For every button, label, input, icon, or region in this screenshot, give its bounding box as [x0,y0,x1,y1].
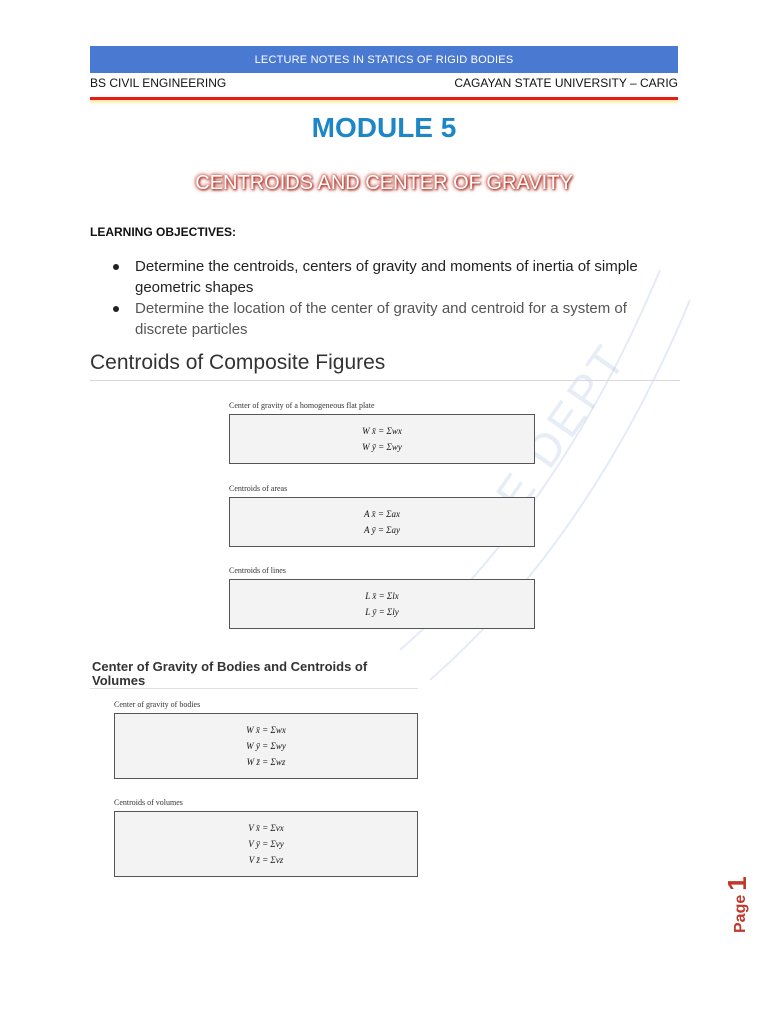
equation: W z̄ = Σwz [246,757,286,767]
equation: L ȳ = Σly [365,607,399,617]
document-subheader [90,76,678,92]
bullet-icon [113,306,119,312]
formula-panel [229,566,535,629]
equation: V x̄ = Σvx [248,823,284,833]
formula-caption: Centroids of areas [229,484,288,493]
formula-box [114,713,418,779]
formula-caption: Center of gravity of a homogeneous flat plate [229,401,375,410]
banner-title: LECTURE NOTES IN STATICS OF RIGID BODIES [254,53,514,66]
page-number-label [710,863,750,933]
formula-caption: Centroids of lines [229,566,286,575]
bullet-icon [113,264,119,270]
equation: W ȳ = Σwy [362,442,402,452]
objective-item [110,256,680,298]
formula-panel [229,484,535,547]
bodies-heading: Center of Gravity of Bodies and Centroids of Volumes [92,659,368,688]
equation: W x̄ = Σwx [246,725,286,735]
formula-panel [114,700,418,779]
page-number: 1 [722,876,752,891]
formula-box [229,579,535,629]
page-word: Page [732,894,749,933]
formula-panel [229,401,535,464]
objective-text: Determine the centroids, centers of gravity and moments of inertia of simple geometric shapes [135,258,638,296]
equation: V z̄ = Σvz [248,855,284,865]
equation: A x̄ = Σax [364,509,400,519]
equation: W x̄ = Σwx [362,426,402,436]
chapter-title: CENTROIDS AND CENTER OF GRAVITY [195,172,573,194]
header-divider [90,97,678,100]
objective-text: Determine the location of the center of gravity and centroid for a system of discrete particles [135,300,627,338]
learning-objectives-label: LEARNING OBJECTIVES: [90,225,237,239]
section-divider [90,380,680,381]
section-heading: Centroids of Composite Figures [90,351,386,374]
formula-box [114,811,418,877]
formula-caption: Center of gravity of bodies [114,700,201,709]
module-title: MODULE 5 [311,112,457,143]
equation: A ȳ = Σay [364,525,400,535]
objectives-list [110,256,680,340]
university-label: CAGAYAN STATE UNIVERSITY – CARIG [454,76,678,90]
lecture-notes-banner [90,46,678,73]
equation: V ȳ = Σvy [248,839,284,849]
formula-panel [114,798,418,877]
formula-box [229,414,535,464]
watermark-text: CE DEPT [463,333,637,550]
equation: L x̄ = Σlx [365,591,399,601]
formula-caption: Centroids of volumes [114,798,183,807]
formula-box [229,497,535,547]
program-label: BS CIVIL ENGINEERING [90,76,227,90]
bodies-divider [90,688,418,689]
equation: W ȳ = Σwy [246,741,286,751]
objective-item [110,298,680,340]
